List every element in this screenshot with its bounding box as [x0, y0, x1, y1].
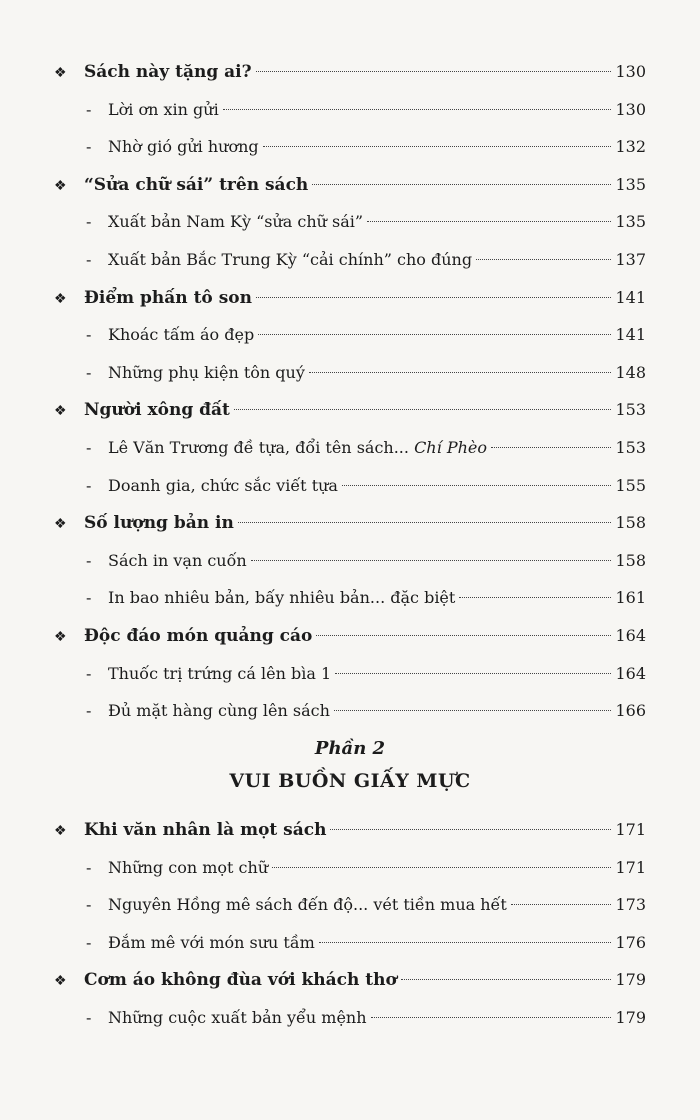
entry-title: Sách in vạn cuốn — [108, 550, 247, 570]
toc-subsection — [86, 95, 646, 125]
page-number: 179 — [615, 970, 646, 990]
toc-subsection — [86, 207, 646, 237]
page-number: 164 — [615, 663, 646, 683]
dash-marker: - — [86, 701, 92, 721]
dot-leader — [367, 221, 611, 222]
page-number: 179 — [615, 1008, 646, 1027]
dot-leader — [319, 942, 612, 943]
page-number: 141 — [615, 287, 646, 307]
dash-marker: - — [86, 438, 92, 457]
dot-leader — [309, 372, 612, 373]
page-number: 135 — [615, 212, 646, 232]
entry-title: Nhờ gió gửi hương — [108, 137, 259, 157]
entry-title: Độc đáo món quảng cáo — [84, 626, 313, 646]
page-number: 130 — [615, 99, 646, 119]
page-number: 132 — [615, 137, 646, 157]
dot-leader — [251, 560, 612, 561]
page-number: 171 — [615, 857, 646, 877]
dot-leader — [511, 904, 612, 905]
entry-title: Những con mọt chữ — [108, 857, 269, 877]
dot-leader — [335, 673, 611, 674]
dot-leader — [312, 184, 611, 185]
toc-subsection — [86, 433, 646, 463]
entry-title: Khoác tấm áo đẹp — [108, 325, 255, 345]
dot-leader — [401, 979, 612, 980]
entry-title: Thuốc trị trứng cá lên bìa 1 — [108, 663, 332, 683]
page-number: 158 — [615, 513, 646, 533]
entry-title: Xuất bản Bắc Trung Kỳ “cải chính” cho đúng — [108, 250, 473, 269]
entry-title: Người xông đất — [84, 400, 230, 421]
dot-leader — [476, 259, 611, 260]
entry-title: Nguyên Hồng mê sách đến độ... vét tiền mua hết — [108, 895, 507, 915]
page-number: 166 — [615, 701, 646, 721]
toc-subsection — [86, 928, 646, 958]
page-number: 164 — [615, 626, 646, 645]
dot-leader — [272, 867, 611, 868]
entry-title: Những cuộc xuất bản yểu mệnh — [108, 1008, 367, 1027]
diamond-bullet-icon: ❖ — [54, 629, 67, 645]
toc-subsection — [86, 320, 646, 350]
toc-subsection — [86, 245, 646, 275]
diamond-bullet-icon: ❖ — [54, 403, 67, 420]
dash-marker: - — [86, 895, 92, 915]
dash-marker: - — [86, 99, 92, 119]
dash-marker: - — [86, 475, 92, 495]
page-number: 153 — [615, 438, 646, 457]
entry-title: Xuất bản Nam Kỳ “sửa chữ sái” — [108, 212, 364, 232]
page-number: 176 — [615, 932, 646, 952]
dot-leader — [334, 710, 612, 711]
page-number: 173 — [615, 895, 646, 915]
entry-title: Điểm phấn tô son — [84, 287, 252, 308]
page-number: 171 — [615, 820, 646, 839]
diamond-bullet-icon: ❖ — [54, 516, 67, 533]
dot-leader — [256, 297, 611, 298]
dot-leader — [223, 109, 612, 110]
toc-section — [54, 170, 646, 200]
diamond-bullet-icon: ❖ — [54, 973, 67, 990]
toc-section — [54, 508, 646, 538]
diamond-bullet-icon: ❖ — [54, 177, 67, 194]
page-number: 158 — [615, 550, 646, 570]
diamond-bullet-icon: ❖ — [54, 290, 67, 307]
diamond-bullet-icon: ❖ — [54, 823, 67, 839]
toc-section — [54, 815, 646, 845]
page-number: 153 — [615, 400, 646, 420]
toc-subsection — [86, 471, 646, 501]
dot-leader — [459, 597, 611, 598]
page-number: 161 — [615, 588, 646, 608]
dot-leader — [234, 409, 612, 410]
page-number: 141 — [615, 325, 646, 345]
dash-marker: - — [86, 932, 92, 952]
toc-subsection — [86, 696, 646, 726]
dot-leader — [258, 334, 611, 335]
page-number: 137 — [615, 250, 646, 269]
dot-leader — [342, 485, 611, 486]
entry-title: In bao nhiêu bản, bấy nhiêu bản... đặc biệt — [108, 588, 456, 608]
entry-title: Sách này tặng ai? — [84, 62, 252, 82]
page-number: 148 — [615, 362, 646, 382]
dash-marker: - — [86, 250, 92, 269]
toc-section — [54, 965, 646, 995]
dash-marker: - — [86, 663, 92, 683]
page-number: 130 — [615, 62, 646, 81]
dot-leader — [491, 447, 611, 448]
dash-marker: - — [86, 137, 92, 157]
toc-subsection — [86, 583, 646, 613]
toc-subsection — [86, 358, 646, 388]
toc-subsection — [86, 1003, 646, 1033]
dash-marker: - — [86, 212, 92, 232]
dot-leader — [256, 71, 612, 72]
dot-leader — [371, 1017, 612, 1018]
entry-title: Những phụ kiện tôn quý — [108, 362, 305, 382]
entry-title: Số lượng bản in — [84, 513, 234, 534]
dash-marker: - — [86, 1008, 92, 1027]
toc-section — [54, 57, 646, 87]
toc-subsection — [86, 132, 646, 162]
part-label: Phần 2 — [314, 738, 386, 759]
entry-title-italic: Chí Phèo — [414, 438, 487, 457]
entry-title: “Sửa chữ sái” trên sách — [84, 174, 309, 195]
dot-leader — [316, 635, 611, 636]
entry-title: Lời ơn xin gửi — [108, 99, 219, 119]
diamond-bullet-icon: ❖ — [54, 65, 67, 81]
page-number: 155 — [615, 475, 646, 495]
dot-leader — [238, 522, 612, 523]
toc-subsection — [86, 659, 646, 689]
dot-leader — [263, 146, 612, 147]
toc-section — [54, 283, 646, 313]
entry-title: Đủ mặt hàng cùng lên sách — [108, 701, 330, 721]
toc-section — [54, 621, 646, 651]
toc-section — [54, 395, 646, 425]
dash-marker: - — [86, 588, 92, 608]
dash-marker: - — [86, 857, 92, 877]
page-number: 135 — [615, 174, 646, 194]
toc-subsection — [86, 890, 646, 920]
entry-title: Đắm mê với món sưu tầm — [108, 932, 315, 952]
toc-subsection — [86, 546, 646, 576]
toc-subsection — [86, 853, 646, 883]
entry-title: Doanh gia, chức sắc viết tựa — [108, 475, 338, 495]
entry-title: Cơm áo không đùa với khách thơ — [84, 970, 397, 991]
dash-marker: - — [86, 325, 92, 345]
entry-title: Lê Văn Trương đề tựa, đổi tên sách... Chí Phèo — [108, 438, 487, 457]
dot-leader — [330, 829, 611, 830]
part-title: VUI BUỒN GIẤY MỰC — [229, 770, 471, 792]
entry-title: Khi văn nhân là mọt sách — [84, 820, 327, 840]
dash-marker: - — [86, 362, 92, 382]
dash-marker: - — [86, 550, 92, 570]
